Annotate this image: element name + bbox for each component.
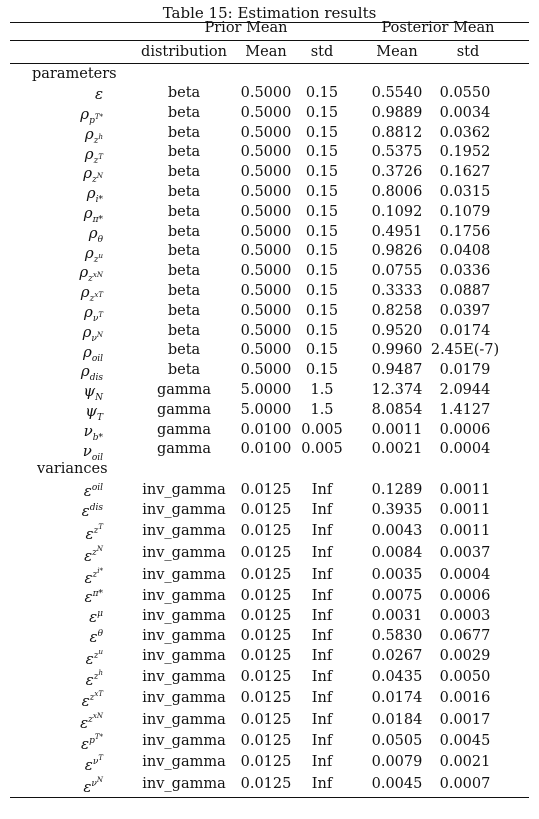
param-rho-zu: $\rho_{z^u}$ <box>84 244 103 265</box>
cell-distribution: beta <box>167 322 201 339</box>
var-eps-zi: $\varepsilon^{z^{i*}}$ <box>84 567 103 587</box>
param-rho-nuT: $\rho_{\nu^T}$ <box>84 303 103 324</box>
cell-prior-mean: 0.0125 <box>240 482 292 498</box>
cell-prior-mean: 0.0125 <box>240 523 292 539</box>
cell-prior-mean: 0.0125 <box>240 588 292 604</box>
cell-prior-std: 0.005 <box>301 421 343 438</box>
cell-prior-std: 0.15 <box>305 263 339 280</box>
var-eps-pi: $\varepsilon^{\pi*}$ <box>84 588 103 606</box>
param-rho-pT: $\rho_{p^{T*}}$ <box>80 105 103 126</box>
cell-post-std: 0.0011 <box>439 502 491 518</box>
cell-prior-mean: 0.0125 <box>240 776 292 792</box>
var-eps-pT: $\varepsilon^{p^{T*}}$ <box>81 733 103 753</box>
col-prior-std: std <box>310 44 334 60</box>
cell-prior-mean: 0.0125 <box>240 608 292 624</box>
cell-prior-mean: 0.5000 <box>240 104 292 121</box>
group-rule <box>10 40 529 41</box>
cell-post-std: 0.0016 <box>439 690 491 706</box>
cell-prior-std: Inf <box>311 628 333 644</box>
cell-post-mean: 0.4951 <box>371 223 423 240</box>
cell-post-std: 0.0397 <box>439 302 491 319</box>
cell-post-std: 0.0004 <box>439 441 491 458</box>
cell-prior-mean: 0.5000 <box>240 124 292 141</box>
cell-prior-mean: 0.5000 <box>240 322 292 339</box>
cell-distribution: gamma <box>156 401 212 418</box>
cell-prior-std: 0.15 <box>305 283 339 299</box>
cell-distribution: beta <box>167 243 201 260</box>
cell-prior-std: Inf <box>311 669 333 685</box>
header-rule <box>10 63 529 64</box>
cell-prior-std: 0.15 <box>305 322 339 339</box>
cell-distribution: beta <box>167 302 201 319</box>
cell-prior-std: 0.15 <box>305 362 339 379</box>
cell-distribution: gamma <box>156 441 212 458</box>
cell-post-mean: 8.0854 <box>371 401 423 418</box>
cell-prior-mean: 0.5000 <box>240 223 292 240</box>
bottom-rule <box>10 797 529 798</box>
var-eps-nuN: $\varepsilon^{\nu^N}$ <box>83 776 103 796</box>
cell-distribution: inv_gamma <box>142 776 226 792</box>
param-rho-nuN: $\rho_{\nu^N}$ <box>82 323 103 344</box>
cell-distribution: inv_gamma <box>142 733 226 749</box>
cell-post-std: 0.1756 <box>439 223 491 240</box>
cell-prior-mean: 0.0125 <box>240 648 292 664</box>
cell-prior-std: 0.15 <box>305 302 339 319</box>
cell-post-mean: 0.1092 <box>371 203 423 220</box>
cell-post-std: 2.45E(-7) <box>430 342 500 359</box>
cell-prior-std: 0.15 <box>305 104 339 121</box>
col-prior-mean: Mean <box>245 44 287 60</box>
cell-distribution: beta <box>167 223 201 240</box>
var-eps-mu: $\varepsilon^\mu$ <box>89 608 103 626</box>
cell-prior-mean: 0.0125 <box>240 754 292 770</box>
cell-post-mean: 0.0045 <box>371 776 423 792</box>
cell-post-mean: 12.374 <box>371 382 423 398</box>
cell-distribution: inv_gamma <box>142 523 226 539</box>
cell-post-std: 0.0887 <box>439 283 491 299</box>
cell-post-mean: 0.3333 <box>371 283 423 299</box>
cell-prior-std: 0.15 <box>305 203 339 220</box>
var-eps-nuT: $\varepsilon^{\nu^T}$ <box>84 754 103 774</box>
cell-distribution: inv_gamma <box>142 482 226 498</box>
cell-post-mean: 0.8258 <box>371 302 423 319</box>
cell-prior-mean: 0.5000 <box>240 85 292 101</box>
cell-post-std: 0.0011 <box>439 523 491 539</box>
cell-post-mean: 0.0084 <box>371 545 423 561</box>
cell-post-std: 0.0050 <box>439 669 491 685</box>
cell-prior-mean: 0.0125 <box>240 502 292 518</box>
cell-post-mean: 0.0174 <box>371 690 423 706</box>
cell-post-std: 1.4127 <box>439 401 491 418</box>
cell-distribution: beta <box>167 362 201 379</box>
cell-post-std: 0.0029 <box>439 648 491 664</box>
cell-distribution: gamma <box>156 382 212 398</box>
cell-prior-std: 0.15 <box>305 144 339 161</box>
cell-post-std: 0.0045 <box>439 733 491 749</box>
param-nu-oil: $\nu_{oil}$ <box>82 442 103 463</box>
cell-prior-std: Inf <box>311 776 333 792</box>
cell-post-std: 0.0179 <box>439 362 491 379</box>
cell-prior-mean: 5.0000 <box>240 401 292 418</box>
cell-distribution: inv_gamma <box>142 502 226 518</box>
cell-prior-std: 0.15 <box>305 243 339 260</box>
cell-prior-mean: 0.0100 <box>240 421 292 438</box>
cell-distribution: inv_gamma <box>142 669 226 685</box>
cell-prior-std: 0.005 <box>301 441 343 458</box>
cell-distribution: inv_gamma <box>142 754 226 770</box>
param-nu-b: $\nu_{b*}$ <box>83 422 103 443</box>
cell-prior-std: Inf <box>311 482 333 498</box>
cell-post-std: 0.1079 <box>439 203 491 220</box>
cell-prior-std: Inf <box>311 690 333 706</box>
cell-prior-std: Inf <box>311 567 333 583</box>
var-eps-zT: $\varepsilon^{z^T}$ <box>85 523 103 543</box>
cell-post-std: 0.0011 <box>439 482 491 498</box>
cell-post-std: 0.0408 <box>439 243 491 260</box>
param-rho-theta: $\rho_\theta$ <box>88 224 103 245</box>
cell-prior-mean: 0.5000 <box>240 203 292 220</box>
param-psi-N: $\psi_N$ <box>83 382 103 403</box>
var-eps-oil: $\varepsilon^{oil}$ <box>83 482 103 500</box>
cell-post-std: 0.0174 <box>439 322 491 339</box>
param-rho-zN: $\rho_{z^N}$ <box>83 164 103 185</box>
cell-post-mean: 0.0079 <box>371 754 423 770</box>
var-eps-zu: $\varepsilon^{z^u}$ <box>85 648 103 668</box>
cell-post-mean: 0.9889 <box>371 104 423 121</box>
cell-post-std: 0.0362 <box>439 124 491 141</box>
cell-prior-mean: 0.0125 <box>240 545 292 561</box>
cell-prior-mean: 0.5000 <box>240 243 292 260</box>
cell-post-mean: 0.0021 <box>371 441 423 458</box>
cell-post-std: 0.0006 <box>439 588 491 604</box>
cell-post-mean: 0.0505 <box>371 733 423 749</box>
cell-prior-std: 0.15 <box>305 164 339 181</box>
cell-distribution: beta <box>167 184 201 200</box>
cell-prior-std: Inf <box>311 712 333 728</box>
cell-post-std: 2.0944 <box>439 382 491 398</box>
cell-prior-mean: 0.0125 <box>240 733 292 749</box>
cell-prior-mean: 0.0125 <box>240 567 292 583</box>
cell-post-std: 0.0550 <box>439 85 491 101</box>
cell-distribution: inv_gamma <box>142 690 226 706</box>
section-parameters: parameters <box>32 66 117 82</box>
cell-post-mean: 0.0435 <box>371 669 423 685</box>
cell-post-std: 0.0336 <box>439 263 491 280</box>
cell-prior-mean: 0.0125 <box>240 712 292 728</box>
cell-distribution: inv_gamma <box>142 545 226 561</box>
param-rho-zT: $\rho_{z^T}$ <box>84 145 103 166</box>
cell-prior-mean: 0.0125 <box>240 628 292 644</box>
param-epsilon: ε <box>94 85 103 103</box>
cell-distribution: inv_gamma <box>142 712 226 728</box>
col-distribution: distribution <box>141 44 227 60</box>
cell-post-std: 0.0003 <box>439 608 491 624</box>
cell-prior-std: Inf <box>311 502 333 518</box>
cell-distribution: beta <box>167 164 201 181</box>
cell-distribution: inv_gamma <box>142 648 226 664</box>
cell-distribution: beta <box>167 203 201 220</box>
cell-post-mean: 0.0184 <box>371 712 423 728</box>
cell-post-mean: 0.1289 <box>371 482 423 498</box>
cell-prior-std: Inf <box>311 733 333 749</box>
table-caption: Table 15: Estimation results <box>162 4 377 22</box>
cell-prior-mean: 0.5000 <box>240 302 292 319</box>
param-rho-i: $\rho_{i*}$ <box>86 184 103 205</box>
param-psi-T: $\psi_T$ <box>85 402 103 423</box>
cell-prior-mean: 0.0100 <box>240 441 292 458</box>
cell-post-std: 0.0315 <box>439 184 491 200</box>
var-eps-zh: $\varepsilon^{z^h}$ <box>85 669 103 689</box>
cell-prior-std: 0.15 <box>305 85 339 101</box>
cell-post-std: 0.0677 <box>439 628 491 644</box>
cell-prior-mean: 0.5000 <box>240 342 292 359</box>
cell-prior-mean: 0.0125 <box>240 669 292 685</box>
cell-distribution: inv_gamma <box>142 608 226 624</box>
param-rho-zxN: $\rho_{z^{xN}}$ <box>79 263 103 284</box>
cell-distribution: beta <box>167 342 201 359</box>
cell-prior-std: Inf <box>311 754 333 770</box>
cell-post-mean: 0.9826 <box>371 243 423 260</box>
cell-post-mean: 0.0043 <box>371 523 423 539</box>
var-eps-zN: $\varepsilon^{z^N}$ <box>84 545 103 565</box>
cell-prior-std: 1.5 <box>310 382 334 398</box>
prior-group-header: Prior Mean <box>204 20 288 36</box>
cell-prior-std: Inf <box>311 608 333 624</box>
cell-post-std: 0.0004 <box>439 567 491 583</box>
cell-post-std: 0.0034 <box>439 104 491 121</box>
cell-post-mean: 0.9960 <box>371 342 423 359</box>
var-eps-theta: $\varepsilon^\theta$ <box>89 628 103 646</box>
cell-post-mean: 0.3726 <box>371 164 423 181</box>
cell-post-mean: 0.5830 <box>371 628 423 644</box>
var-eps-zxT: $\varepsilon^{z^{xT}}$ <box>81 690 103 710</box>
cell-distribution: beta <box>167 283 201 299</box>
var-eps-zxN: $\varepsilon^{z^{xN}}$ <box>80 712 103 732</box>
cell-prior-mean: 0.5000 <box>240 263 292 280</box>
cell-prior-mean: 0.5000 <box>240 144 292 161</box>
param-rho-oil: $\rho_{oil}$ <box>82 343 103 364</box>
cell-distribution: beta <box>167 144 201 161</box>
cell-prior-std: 0.15 <box>305 184 339 200</box>
cell-post-mean: 0.3935 <box>371 502 423 518</box>
posterior-group-header: Posterior Mean <box>381 20 495 36</box>
col-post-std: std <box>456 44 480 60</box>
cell-post-std: 0.0017 <box>439 712 491 728</box>
cell-prior-mean: 0.5000 <box>240 283 292 299</box>
cell-post-std: 0.0007 <box>439 776 491 792</box>
cell-post-mean: 0.0031 <box>371 608 423 624</box>
cell-post-mean: 0.0755 <box>371 263 423 280</box>
cell-post-std: 0.0037 <box>439 545 491 561</box>
cell-post-std: 0.0006 <box>439 421 491 438</box>
param-rho-zh: $\rho_{z^h}$ <box>84 125 103 146</box>
var-eps-dis: $\varepsilon^{dis}$ <box>81 502 103 520</box>
cell-distribution: inv_gamma <box>142 628 226 644</box>
cell-post-mean: 0.9520 <box>371 322 423 339</box>
cell-post-std: 0.1952 <box>439 144 491 161</box>
cell-prior-std: Inf <box>311 588 333 604</box>
cell-distribution: gamma <box>156 421 212 438</box>
cell-prior-std: 0.15 <box>305 124 339 141</box>
cell-distribution: inv_gamma <box>142 567 226 583</box>
cell-distribution: inv_gamma <box>142 588 226 604</box>
cell-post-mean: 0.0075 <box>371 588 423 604</box>
section-variances: variances <box>37 461 108 477</box>
cell-prior-std: 0.15 <box>305 342 339 359</box>
cell-post-mean: 0.5540 <box>371 85 423 101</box>
cell-post-mean: 0.8812 <box>371 124 423 141</box>
cell-prior-mean: 5.0000 <box>240 382 292 398</box>
cell-distribution: beta <box>167 85 201 101</box>
param-rho-dis: $\rho_{dis}$ <box>80 362 103 383</box>
cell-distribution: beta <box>167 124 201 141</box>
param-rho-zxT: $\rho_{z^{xT}}$ <box>80 283 103 304</box>
cell-post-mean: 0.0011 <box>371 421 423 438</box>
cell-distribution: beta <box>167 104 201 121</box>
col-post-mean: Mean <box>376 44 418 60</box>
cell-prior-mean: 0.0125 <box>240 690 292 706</box>
cell-post-mean: 0.0035 <box>371 567 423 583</box>
param-rho-pi: $\rho_{\pi*}$ <box>83 204 103 225</box>
cell-prior-std: 1.5 <box>310 401 334 418</box>
cell-prior-std: Inf <box>311 523 333 539</box>
cell-post-mean: 0.0267 <box>371 648 423 664</box>
cell-prior-mean: 0.5000 <box>240 184 292 200</box>
cell-prior-std: 0.15 <box>305 223 339 240</box>
cell-post-mean: 0.5375 <box>371 144 423 161</box>
cell-post-std: 0.1627 <box>439 164 491 181</box>
cell-prior-mean: 0.5000 <box>240 362 292 379</box>
cell-prior-std: Inf <box>311 648 333 664</box>
cell-post-mean: 0.9487 <box>371 362 423 379</box>
cell-prior-mean: 0.5000 <box>240 164 292 181</box>
cell-post-std: 0.0021 <box>439 754 491 770</box>
cell-distribution: beta <box>167 263 201 280</box>
cell-post-mean: 0.8006 <box>371 184 423 200</box>
cell-prior-std: Inf <box>311 545 333 561</box>
